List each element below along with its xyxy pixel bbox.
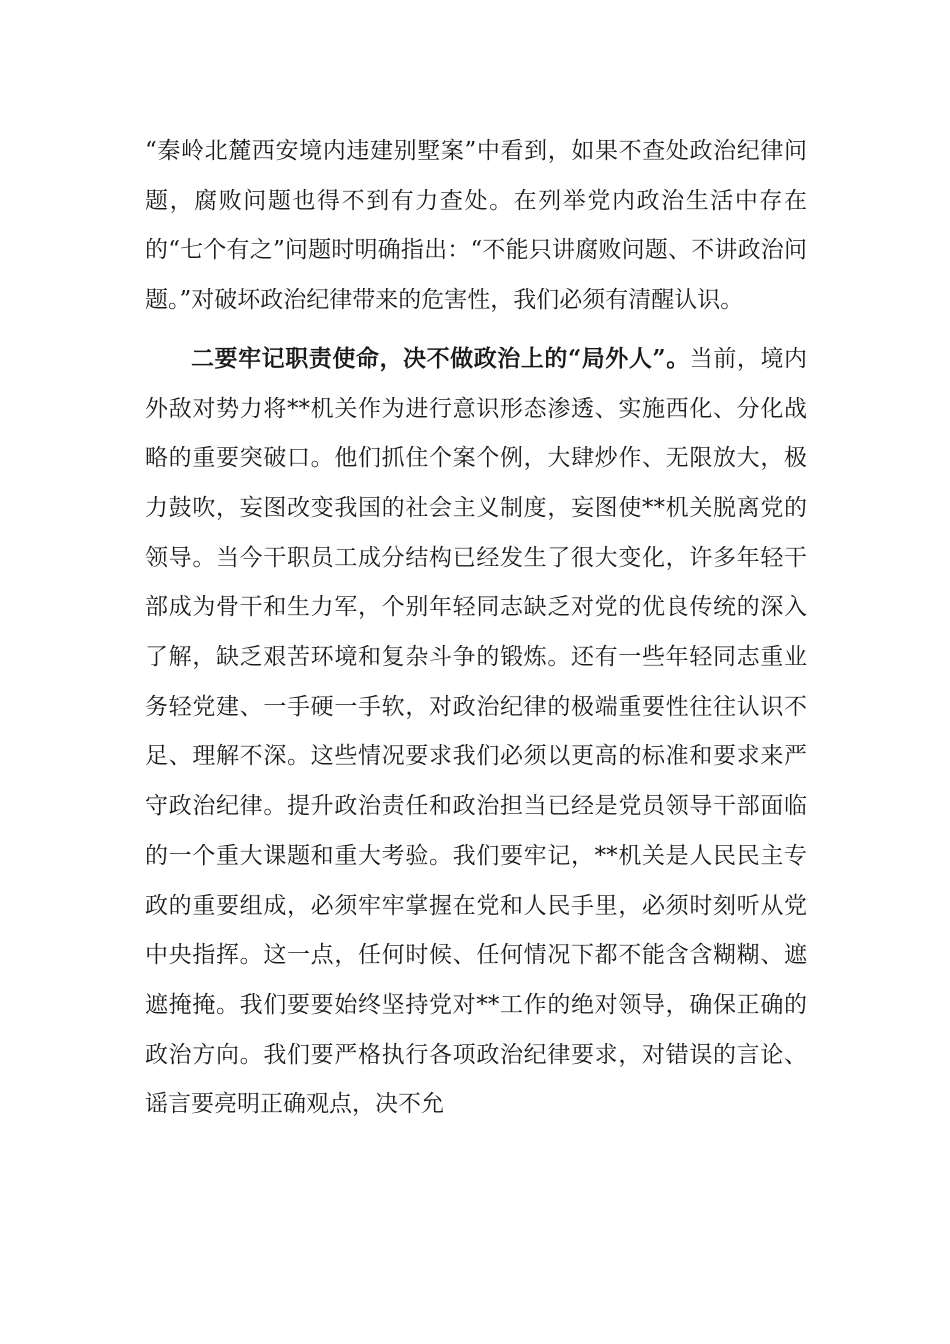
paragraph-2 bbox=[145, 334, 807, 1130]
paragraph-2-text: 当前，境内外敌对势力将**机关作为进行意识形态渗透、实施西化、分化战略的重要突破口。他们抓住个案个例，大肆炒作、无限放大，极力鼓吹，妄图改变我国的社会主义制度，妄图使**机关脱离党的领导。当今干职员工成分结构已经发生了很大变化，许多年轻干部成为骨干和生力军，个别年轻同志缺乏对党的优良传统的深入了解，缺乏艰苦环境和复杂斗争的锻炼。还有一些年轻同志重业务轻党建、一手硬一手软，对政治纪律的极端重要性往往认识不足、理解不深。这些情况要求我们必须以更高的标准和要求来严守政治纪律。提升政治责任和政治担当已经是党员领导干部面临的一个重大课题和重大考验。我们要牢记，**机关是人民民主专政的重要组成，必须牢牢掌握在党和人民手里，必须时刻听从党中央指挥。这一点，任何时候、任何情况下都不能含含糊糊、遮遮掩掩。我们要要始终坚持党对**工作的绝对领导，确保正确的政治方向。我们要严格执行各项政治纪律要求，对错误的言论、谣言要亮明正确观点，决不允 bbox=[145, 345, 808, 1118]
paragraph-1 bbox=[145, 127, 807, 326]
document-body bbox=[145, 127, 807, 1130]
paragraph-1-text: “秦岭北麓西安境内违建别墅案”中看到，如果不查处政治纪律问题，腐败问题也得不到有力查处。在列举党内政治生活中存在的“七个有之”问题时明确指出：“不能只讲腐败问题、不讲政治问题。”对破坏政治纪律带来的危害性，我们必须有清醒认识。 bbox=[145, 138, 807, 314]
paragraph-2-heading: 二要牢记职责使命，决不做政治上的“局外人”。 bbox=[191, 344, 690, 372]
